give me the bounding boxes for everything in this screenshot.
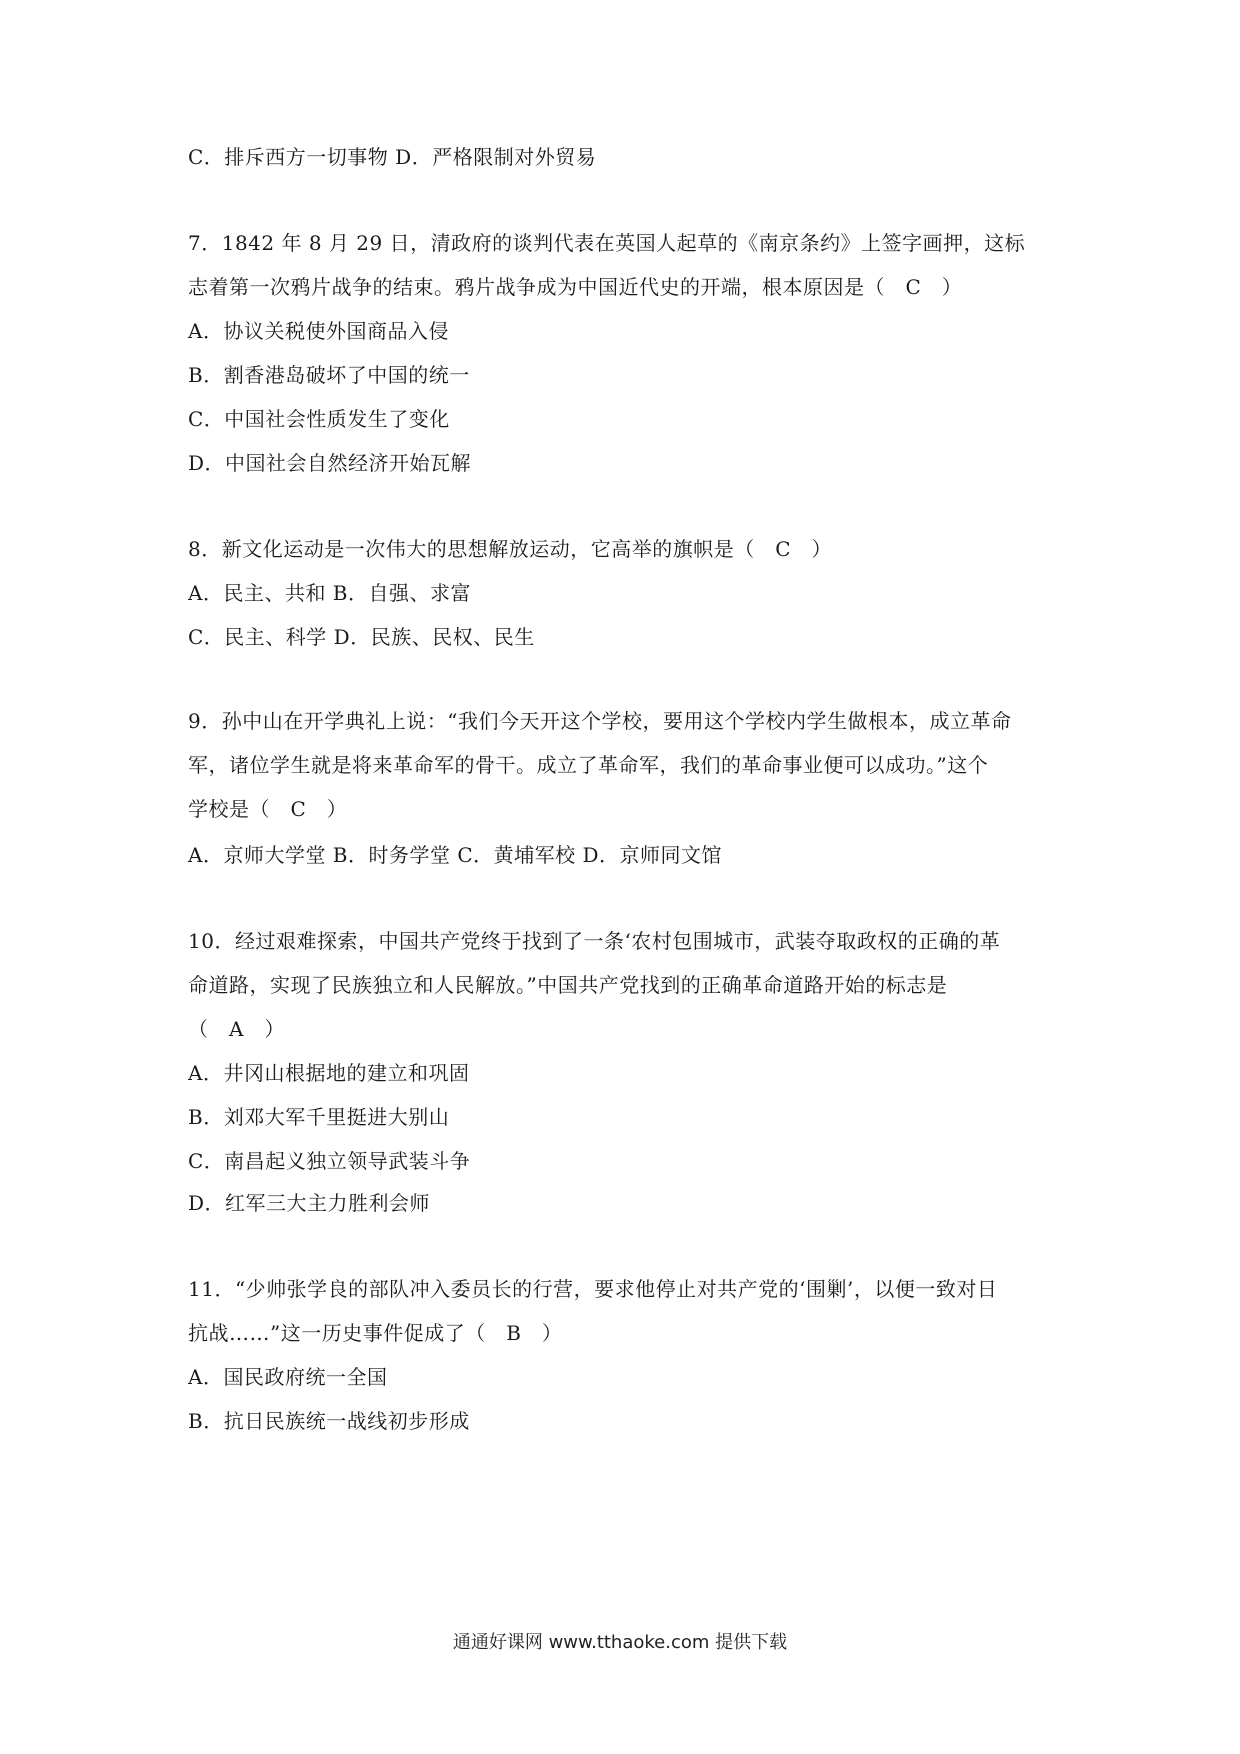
question-10-line-1: 10．经过艰难探索，中国共产党终于找到了一条‘农村包围城市，武装夺取政权的正确的革	[188, 929, 1001, 953]
option-7c: C．中国社会性质发生了变化	[188, 407, 450, 431]
question-10-line-3: （ A ）	[188, 1017, 285, 1041]
option-11b: B．抗日民族统一战线初步形成	[188, 1409, 470, 1433]
option-10d: D．红军三大主力胜利会师	[188, 1191, 431, 1215]
question-10-line-2: 命道路，实现了民族独立和人民解放。”中国共产党找到的正确革命道路开始的标志是	[188, 973, 948, 997]
option-10c: C．南昌起义独立领导武装斗争	[188, 1149, 471, 1173]
question-7-line-1: 7．1842 年 8 月 29 日，清政府的谈判代表在英国人起草的《南京条约》上签字画押，这标	[188, 231, 1026, 255]
option-6c-6d: C．排斥西方一切事物 D．严格限制对外贸易	[188, 145, 597, 169]
option-10b: B．刘邓大军千里挺进大别山	[188, 1105, 450, 1129]
option-7d: D．中国社会自然经济开始瓦解	[188, 451, 472, 475]
option-10a: A．井冈山根据地的建立和巩固	[188, 1061, 470, 1085]
option-7a: A．协议关税使外国商品入侵	[188, 319, 449, 343]
option-8a-8b: A．民主、共和 B．自强、求富	[188, 581, 471, 605]
question-9-line-2: 军，诸位学生就是将来革命军的骨干。成立了革命军，我们的革命事业便可以成功。”这个	[188, 753, 989, 777]
question-11-line-1: 11．“少帅张学良的部队冲入委员长的行营，要求他停止对共产党的‘围剿’，以便一致对日	[188, 1277, 998, 1301]
option-8c-8d: C．民主、科学 D．民族、民权、民生	[188, 625, 535, 649]
question-11-line-2: 抗战……”这一历史事件促成了（ B ）	[188, 1321, 563, 1345]
question-9-line-1: 9．孙中山在开学典礼上说：“我们今天开这个学校，要用这个学校内学生做根本，成立革命	[188, 709, 1012, 733]
option-7b: B．割香港岛破坏了中国的统一	[188, 363, 470, 387]
question-7-line-2: 志着第一次鸦片战争的结束。鸦片战争成为中国近代史的开端，根本原因是（ C ）	[188, 275, 963, 299]
question-9-line-3: 学校是（ C ）	[188, 797, 348, 821]
option-11a: A．国民政府统一全国	[188, 1365, 388, 1389]
question-8: 8．新文化运动是一次伟大的思想解放运动，它高举的旗帜是（ C ）	[188, 537, 833, 561]
page-footer: 通通好课网 www.tthaoke.com 提供下载	[452, 1632, 788, 1653]
option-9a-9d: A．京师大学堂 B．时务学堂 C．黄埔军校 D．京师同文馆	[188, 843, 723, 867]
